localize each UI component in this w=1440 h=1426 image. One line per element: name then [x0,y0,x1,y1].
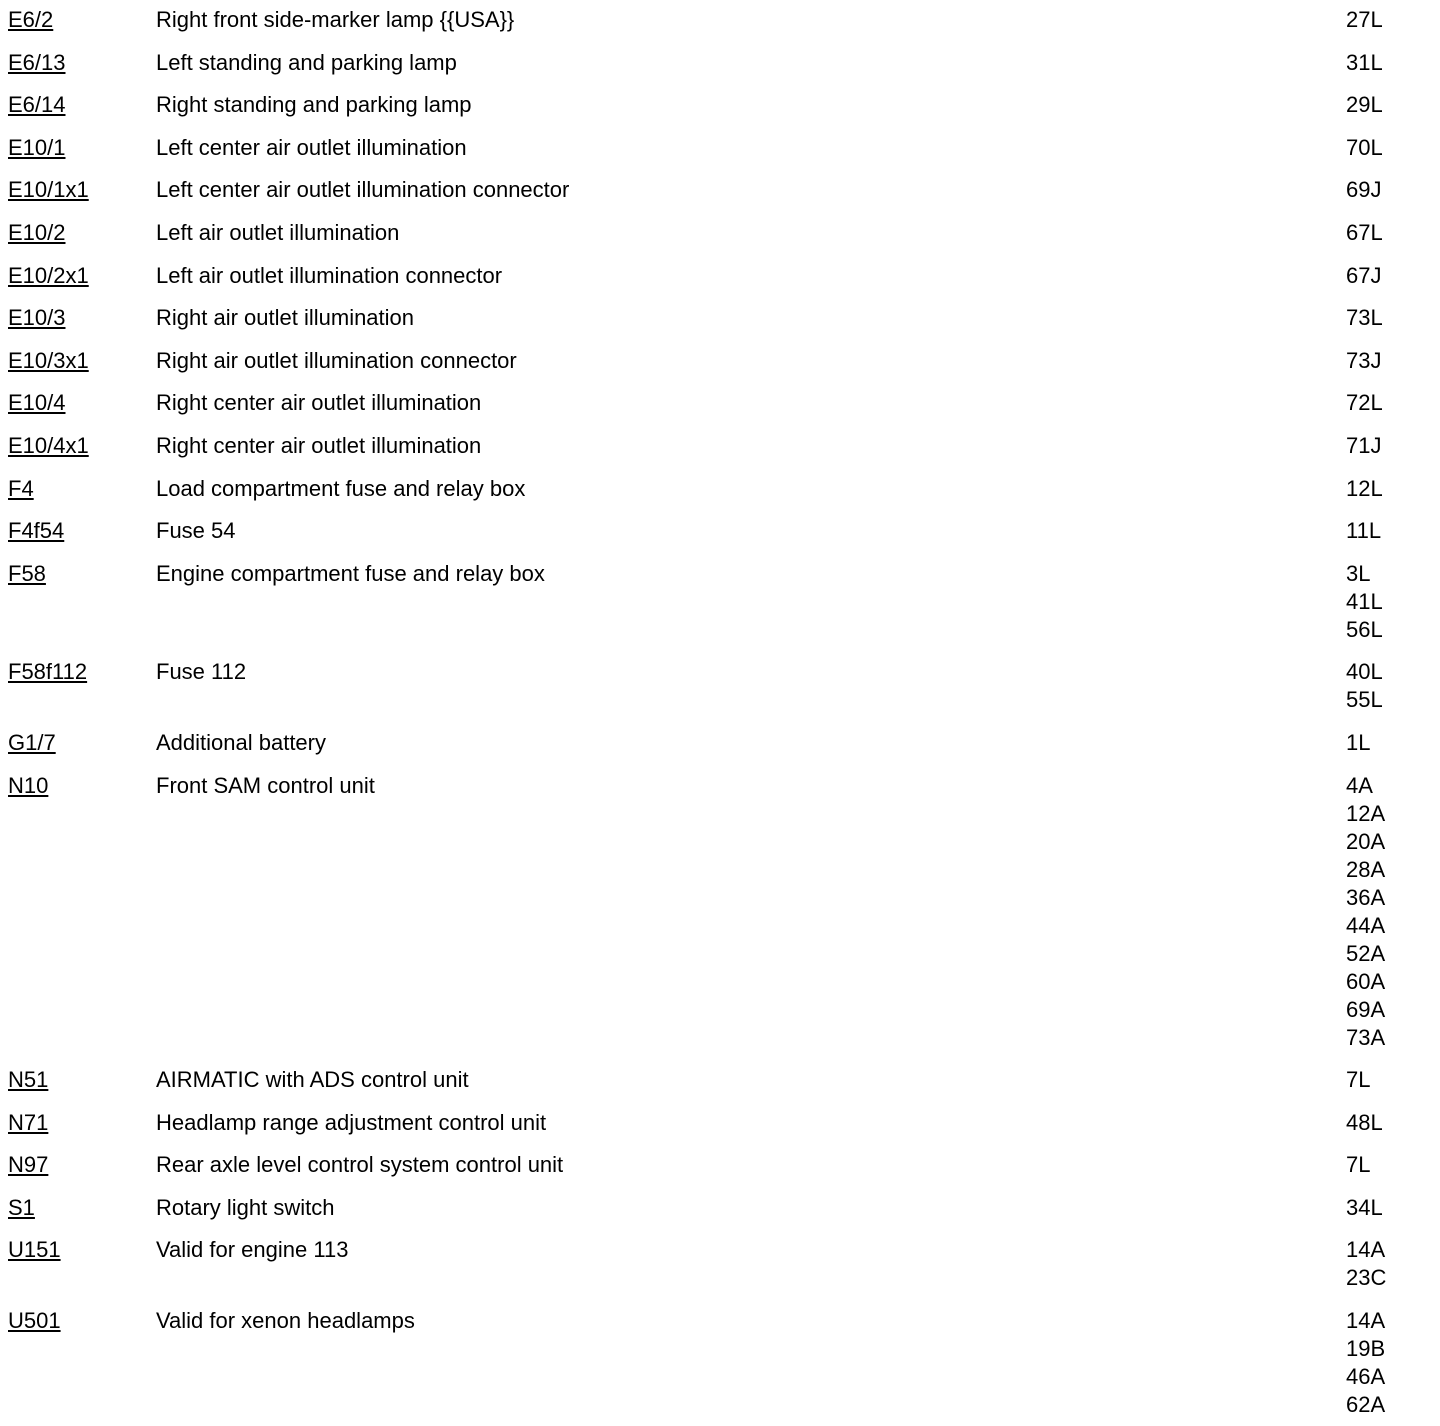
grid-location-list [1346,1066,1370,1094]
legend-row [0,1194,1440,1222]
component-description: Valid for xenon headlamps [156,1308,415,1334]
grid-location-list [1346,1194,1383,1222]
legend-row [0,389,1440,417]
grid-location: 11L [1346,518,1382,544]
grid-location: 1L [1346,729,1371,755]
grid-location-list [1346,1236,1386,1292]
grid-location: 71J [1346,432,1382,458]
grid-location-list [1346,475,1383,503]
grid-location: 29L [1346,92,1383,118]
grid-location: 73L [1346,305,1383,331]
component-code-link[interactable]: F58f112 [8,659,88,685]
grid-location: 34L [1346,1194,1383,1220]
legend-row [0,91,1440,119]
grid-location-list [1346,658,1383,714]
grid-location: 14A [1346,1308,1386,1334]
component-description: Valid for engine 113 [156,1237,349,1263]
component-description: Fuse 112 [156,659,247,685]
grid-location-list [1346,729,1370,757]
grid-location: 3L [1346,560,1371,586]
legend-row [0,1109,1440,1137]
grid-location: 40L [1346,659,1383,685]
component-description: Right center air outlet illumination [156,432,482,458]
legend-row [0,6,1440,34]
grid-location: 72L [1346,390,1383,416]
legend-row [0,772,1440,1052]
component-code-link[interactable]: E6/13 [8,49,66,75]
legend-row [0,176,1440,204]
legend-row [0,347,1440,375]
grid-location-list [1346,6,1383,34]
grid-location: 67L [1346,219,1383,245]
grid-location: 28A [1346,856,1386,882]
component-code-link[interactable]: N71 [8,1109,49,1135]
component-description: Left center air outlet illumination [156,134,467,160]
grid-location-list [1346,262,1381,290]
grid-location: 4A [1346,772,1373,798]
grid-location-list [1346,1307,1385,1419]
component-code-link[interactable]: N97 [8,1152,49,1178]
legend-row [0,1066,1440,1094]
legend-row [0,475,1440,503]
component-code-link[interactable]: E10/2x1 [8,262,89,288]
component-description: Right standing and parking lamp [156,92,472,118]
legend-row [0,658,1440,714]
grid-location: 73J [1346,347,1382,373]
component-code-link[interactable]: E10/4x1 [8,432,89,458]
grid-location: 36A [1346,884,1386,910]
grid-location-list [1346,304,1383,332]
component-code-link[interactable]: F4f54 [8,518,65,544]
grid-location-list [1346,560,1383,644]
component-code-link[interactable]: F4 [8,475,34,501]
legend-row [0,560,1440,644]
grid-location: 48L [1346,1109,1383,1135]
component-description: Left air outlet illumination [156,219,400,245]
grid-location-list [1346,347,1381,375]
component-description: Fuse 54 [156,518,236,544]
component-description: Right air outlet illumination [156,305,415,331]
component-code-link[interactable]: E10/3x1 [8,347,89,373]
component-code-link[interactable]: E10/3 [8,305,66,331]
grid-location: 46A [1346,1364,1386,1390]
component-description: Right front side-marker lamp {{USA}} [156,7,515,32]
grid-location: 7L [1346,1067,1371,1093]
component-code-link[interactable]: G1/7 [8,729,56,755]
grid-location: 70L [1346,134,1383,160]
component-description: Load compartment fuse and relay box [156,475,526,501]
grid-location: 7L [1346,1152,1371,1178]
legend-row [0,219,1440,247]
legend-row [0,1307,1440,1419]
legend-row [0,262,1440,290]
component-code-link[interactable]: U151 [8,1237,61,1263]
component-code-link[interactable]: E10/1 [8,134,66,160]
component-description: Left air outlet illumination connector [156,262,503,288]
component-code-link[interactable]: U501 [8,1308,61,1334]
legend-row [0,304,1440,332]
grid-location: 52A [1346,940,1386,966]
component-description: Headlamp range adjustment control unit [156,1109,547,1135]
grid-location: 41L [1346,588,1383,614]
component-description: Left standing and parking lamp [156,49,457,75]
grid-location-list [1346,91,1383,119]
grid-location: 67J [1346,262,1382,288]
component-description: Left center air outlet illumination connector [156,177,570,203]
component-description: Rotary light switch [156,1194,335,1220]
component-description: Engine compartment fuse and relay box [156,560,545,586]
grid-location-list [1346,176,1381,204]
grid-location-list [1346,772,1385,1052]
component-code-link[interactable]: F58 [8,560,46,586]
grid-location: 14A [1346,1237,1386,1263]
grid-location: 12L [1346,475,1383,501]
grid-location: 27L [1346,7,1383,32]
component-description: AIRMATIC with ADS control unit [156,1067,469,1093]
grid-location: 12A [1346,800,1386,826]
component-code-link[interactable]: E10/2 [8,219,66,245]
grid-location-list [1346,219,1383,247]
component-description: Right center air outlet illumination [156,390,482,416]
legend-row [0,517,1440,545]
legend-row [0,432,1440,460]
grid-location-list [1346,1151,1370,1179]
grid-location-list [1346,517,1381,545]
grid-location: 73A [1346,1024,1386,1050]
component-code-link[interactable]: E10/4 [8,390,66,416]
grid-location: 56L [1346,616,1383,642]
component-description: Rear axle level control system control unit [156,1152,564,1178]
legend-row [0,729,1440,757]
grid-location: 55L [1346,687,1383,713]
component-code-link[interactable]: E10/1x1 [8,177,89,203]
legend-row [0,49,1440,77]
grid-location: 69J [1346,177,1382,203]
component-code-link[interactable]: N51 [8,1067,49,1093]
grid-location: 20A [1346,828,1386,854]
legend-row [0,134,1440,162]
grid-location-list [1346,134,1383,162]
component-code-link[interactable]: S1 [8,1194,35,1220]
grid-location-list [1346,49,1383,77]
grid-location: 62A [1346,1392,1386,1418]
grid-location: 19B [1346,1336,1386,1362]
grid-location-list [1346,432,1381,460]
legend-row [0,1236,1440,1292]
legend-row [0,1151,1440,1179]
component-code-link[interactable]: E6/2 [8,7,54,32]
component-code-link[interactable]: E6/14 [8,92,66,118]
grid-location: 60A [1346,968,1386,994]
grid-location: 69A [1346,996,1386,1022]
component-description: Additional battery [156,729,326,755]
grid-location: 23C [1346,1265,1387,1291]
component-code-link[interactable]: N10 [8,772,49,798]
grid-location: 31L [1346,49,1383,75]
component-description: Front SAM control unit [156,772,375,798]
grid-location-list [1346,1109,1383,1137]
grid-location: 44A [1346,912,1386,938]
component-description: Right air outlet illumination connector [156,347,517,373]
grid-location-list [1346,389,1383,417]
